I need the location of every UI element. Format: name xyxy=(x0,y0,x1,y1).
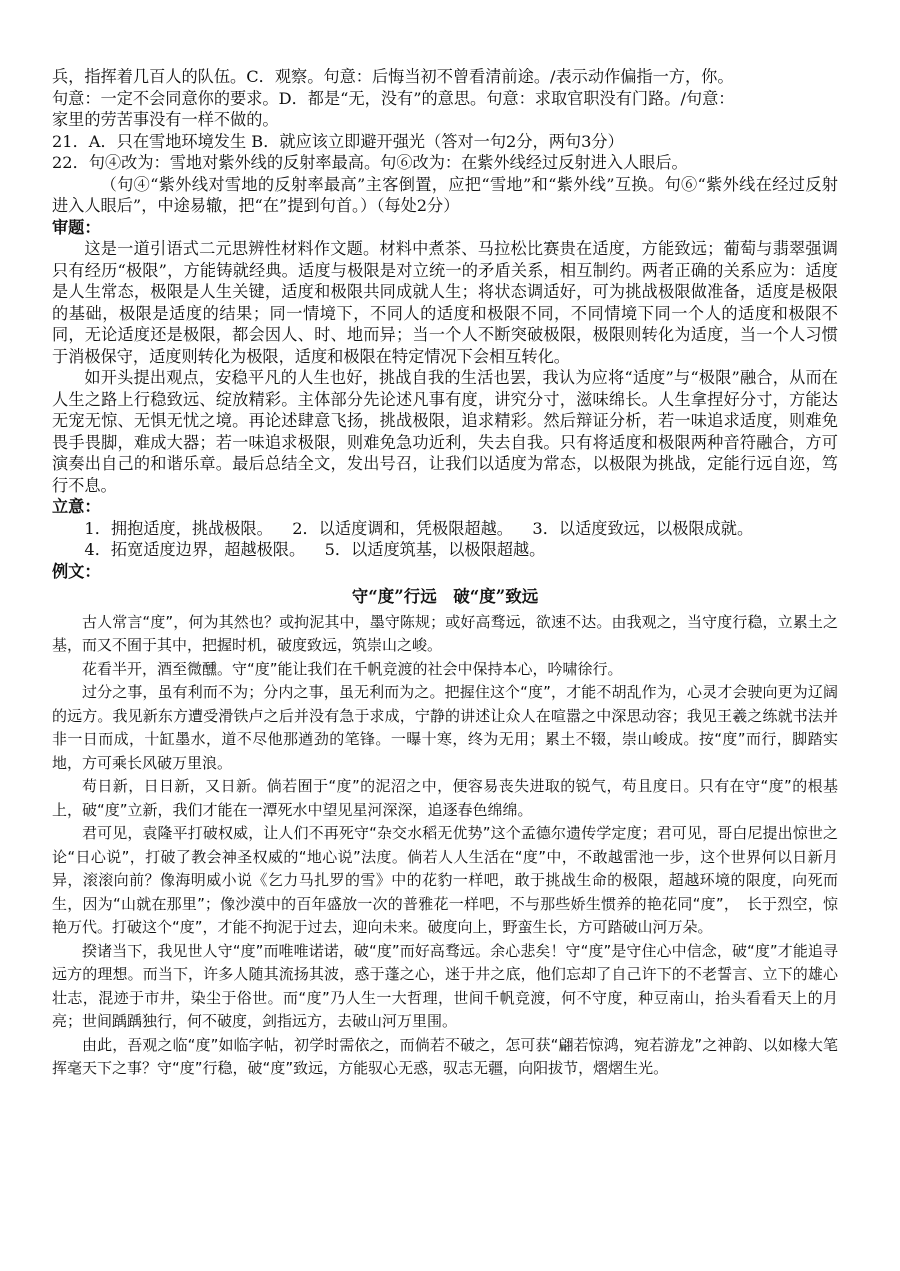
liyi-item-5: 5．以适度筑基，以极限超越。 xyxy=(324,540,546,559)
continuation-line-1: 兵，指挥着几百人的队伍。C．观察。句意：后悔当初不曾看清前途。/表示动作偏指一方，你。 xyxy=(52,67,734,86)
previous-answer-continuation xyxy=(52,66,838,131)
liyi-item-3: 3．以适度致远，以极限成就。 xyxy=(532,518,754,538)
continuation-line-2: 句意：一定不会同意你的要求。D．都是“无，没有”的意思。句意：求取官职没有门路。/句意： xyxy=(52,88,735,108)
liyi-item-2: 2．以适度调和，凭极限超越。 xyxy=(292,518,513,538)
essay-paragraph: 花看半开，酒至微醺。守“度”能让我们在千帆竞渡的社会中保持本心，吟啸徐行。 xyxy=(82,659,623,678)
answer-21: 21．A．只在雪地环境发生 B．就应该立即避开强光（答对一句2分，两句3分） xyxy=(52,131,624,151)
answer-22: 22．句④改为：雪地对紫外线的反射率最高。句⑥改为：在紫外线经过反射进入人眼后。 xyxy=(52,153,688,172)
essay-paragraph: 苟日新，日日新，又日新。倘若囿于“度”的泥沼之中，便容易丧失进取的锐气，苟且度日。只有在守“度”的根基上，破“度”立新，我们才能在一潭死水中望见星河深深，追逐春色绵绵。 xyxy=(52,777,838,819)
essay-paragraph: 由此，吾观之临“度”如临字帖，初学时需依之，而倘若不破之，怎可获“翩若惊鸿，宛若游龙”之神韵、以如椽大笔挥毫天下之事？守“度”行稳，破“度”致远，方能驭心无惑，驭志无疆，向阳拔节，熠熠生光。 xyxy=(52,1035,838,1077)
shenti-paragraph-1: 这是一道引语式二元思辨性材料作文题。材料中煮茶、马拉松比赛贵在适度，方能致远；葡萄与翡翠强调只有经历“极限”，方能铸就经典。适度与极限是对立统一的矛盾关系，相互制约。两者正确的关系应为：适度是人生常态，极限是人生关键，适度和极限共同成就人生；将状态调适好，可为挑战极限做准备，适度是极限的基础，极限是适度的结果；同一情境下，不同人的适度和极限不同，不同情境下同一个人的适度和极限不同，无论适度还是极限，都会因人、时、地而异；当一个人不断突破极限，极限则转化为适度，当一个人习惯于消极保守，适度则转化为极限，适度和极限在特定情况下会相互转化。 xyxy=(52,239,838,366)
liyi-heading: 立意： xyxy=(52,497,101,516)
essay-paragraph: 君可见，袁隆平打破权威，让人们不再死守“杂交水稻无优势”这个孟德尔遗传学定度；君可见，哥白尼提出惊世之论“日心说”，打破了教会神圣权威的“地心说”法度。倘若人人生活在“度”中，不敢越雷池一步，这个世界何以日新月异，滚滚向前？像海明威小说《乞力马扎罗的雪》中的花豹一样吧，敢于挑战生命的极限，超越环境的限度，向死而生，因为“山就在那里”；像沙漠中的百年盛放一次的普雅花一样吧，不与那些娇生惯养的艳花同“度”， 长于烈空，惊艳万代。打破这个“度”，才能不拘泥于过去，迎向未来。破度向上，野蛮生长，方可踏破山河万朵。 xyxy=(52,824,838,936)
liyi-list xyxy=(84,518,838,561)
essay-paragraph: 古人常言“度”，何为其然也？或拘泥其中，墨守陈规；或好高骛远，欲速不达。由我观之，当守度行稳，立累土之基，而又不囿于其中，把握时机，破度致远，筑崇山之峻。 xyxy=(52,612,838,654)
essay-title: 守“度”行远 破“度”致远 xyxy=(351,587,539,606)
liwen-heading: 例文： xyxy=(52,561,101,581)
answer-22-explanation: （句④“紫外线对雪地的反射率最高”主客倒置，应把“雪地”和“紫外线”互换。句⑥“紫外线在经过反射进入人眼后”，中途易辙，把“在”提到句首。）（每处2分） xyxy=(52,174,838,215)
continuation-line-3: 家里的劳苦事没有一样不做的。 xyxy=(52,110,279,129)
shenti-heading: 审题： xyxy=(52,217,101,237)
liyi-item-1: 1．拥抱适度，挑战极限。 xyxy=(84,518,273,538)
essay-paragraph: 过分之事，虽有利而不为；分内之事，虽无利而为之。把握住这个“度”，才能不胡乱作为，心灵才会驶向更为辽阔的远方。我见新东方遭受滑铁卢之后并没有急于求成，宁静的讲述让众人在喧嚣之中深思动容；我见王羲之练就书法并非一日而成，十缸墨水，道不尽他那遒劲的笔锋。一曝十寒，终为无用；累土不辍，崇山峻成。按“度”而行，脚踏实地，方可乘长风破万里浪。 xyxy=(52,683,838,772)
liyi-item-4: 4．拓宽适度边界，超越极限。 xyxy=(84,540,306,559)
liyi-row-2 xyxy=(84,539,838,561)
essay-paragraph: 揆诸当下，我见世人守“度”而唯唯诺诺，破“度”而好高骛远。余心悲矣！守“度”是守住心中信念，破“度”才能追寻远方的理想。而当下，许多人随其流扬其波，惑于蓬之心，迷于井之底，他们忘却了自己许下的不老誓言、立下的雄心壮志，混迹于市井，染尘于俗世。而“度”乃人生一大哲理，世间千帆竞渡，何不守度，种豆南山，抬头看看天上的月亮；世间踽踽独行，何不破度，剑指远方，去破山河万里围。 xyxy=(52,941,838,1030)
essay-body xyxy=(52,611,838,1081)
shenti-paragraph-2: 如开头提出观点，安稳平凡的人生也好，挑战自我的生活也罢，我认为应将“适度”与“极限”融合，从而在人生之路上行稳致远、绽放精彩。主体部分先论述凡事有度，讲究分寸，滋味绵长。人生拿捏好分寸，方能达无宠无惊、无惧无忧之境。再论述肆意飞扬，挑战极限，追求精彩。然后辩证分析，若一味追求适度，则难免畏手畏脚，难成大器；若一味追求极限，则难免急功近利，失去自我。只有将适度和极限两种音符融合，方可演奏出自己的和谐乐章。最后总结全文，发出号召，让我们以适度为常态，以极限为挑战，定能行远自迩，笃行不息。 xyxy=(52,368,838,495)
liyi-row-1 xyxy=(84,518,838,540)
